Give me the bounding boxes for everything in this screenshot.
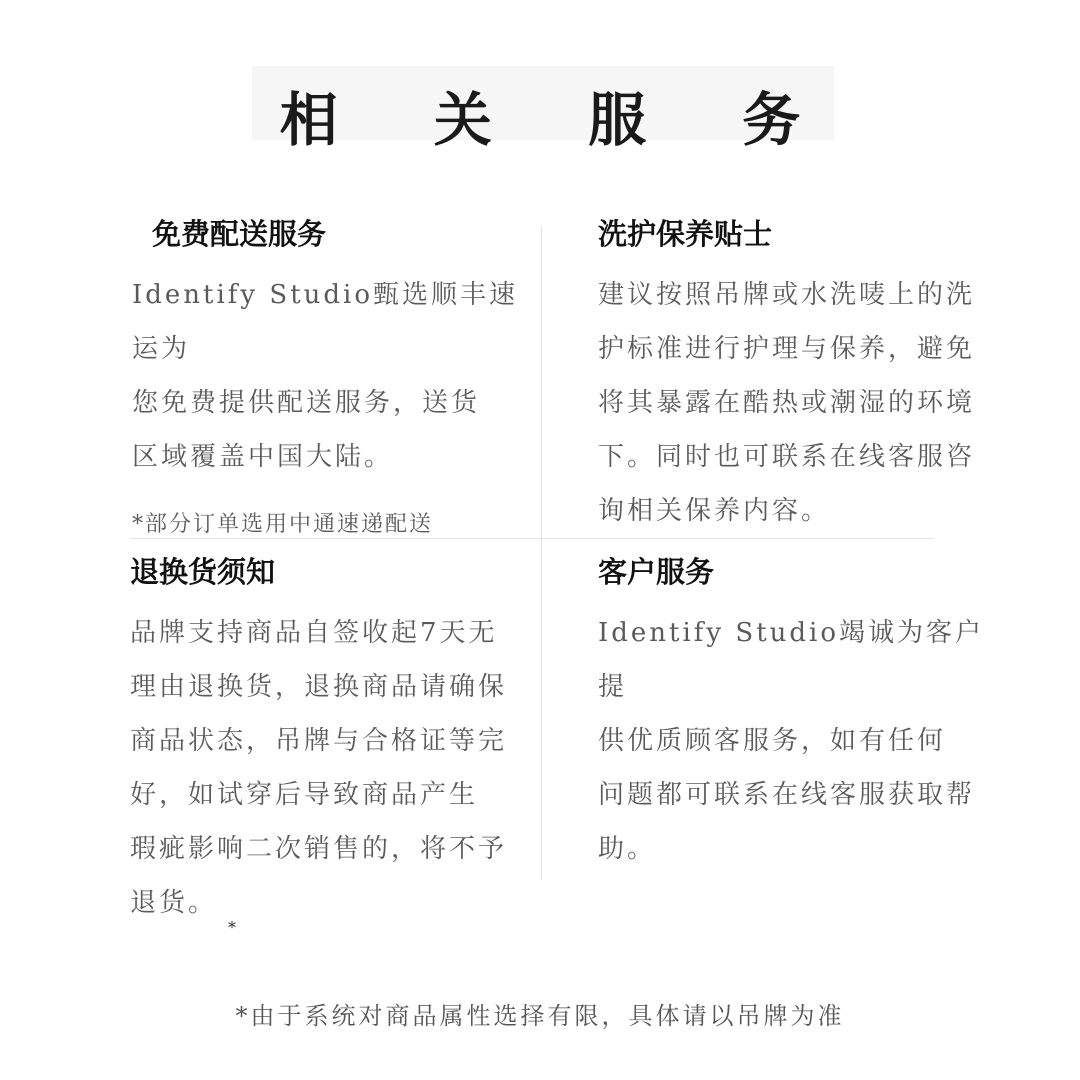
section-body: Identify Studio甄选顺丰速运为 您免费提供配送服务，送货 区域覆盖中国大陆。 [132, 280, 519, 472]
section-heading: 客户服务 [598, 555, 715, 589]
section-heading: 免费配送服务 [152, 217, 327, 251]
section-heading: 退换货须知 [130, 555, 276, 589]
asterisk-mark: * [228, 918, 236, 937]
vertical-divider [541, 226, 542, 880]
section-care-tips [598, 214, 988, 538]
section-returns-policy [130, 552, 530, 930]
section-body: Identify Studio竭诚为客户提 供优质顾客服务，如有任何 问题都可联系在线客服获取帮 助。 [598, 618, 985, 864]
footer-note: *由于系统对商品属性选择有限，具体请以吊牌为准 [235, 1002, 845, 1030]
section-body: 建议按照吊牌或水洗唛上的洗 护标准进行护理与保养，避免 将其暴露在酷热或潮湿的环境 下。同时也可联系在线客服咨 询相关保养内容。 [598, 280, 976, 526]
page-title: 相 关 服 务 [279, 86, 839, 154]
section-body: 品牌支持商品自签收起7天无 理由退换货，退换商品请确保 商品状态，吊牌与合格证等完 好，如试穿后导致商品产生 瑕疵影响二次销售的，将不予 退货。 [130, 618, 508, 918]
section-note: *部分订单选用中通速递配送 [132, 512, 434, 537]
section-customer-service [598, 552, 988, 876]
section-free-delivery [132, 214, 532, 542]
section-heading: 洗护保养贴士 [598, 217, 773, 251]
